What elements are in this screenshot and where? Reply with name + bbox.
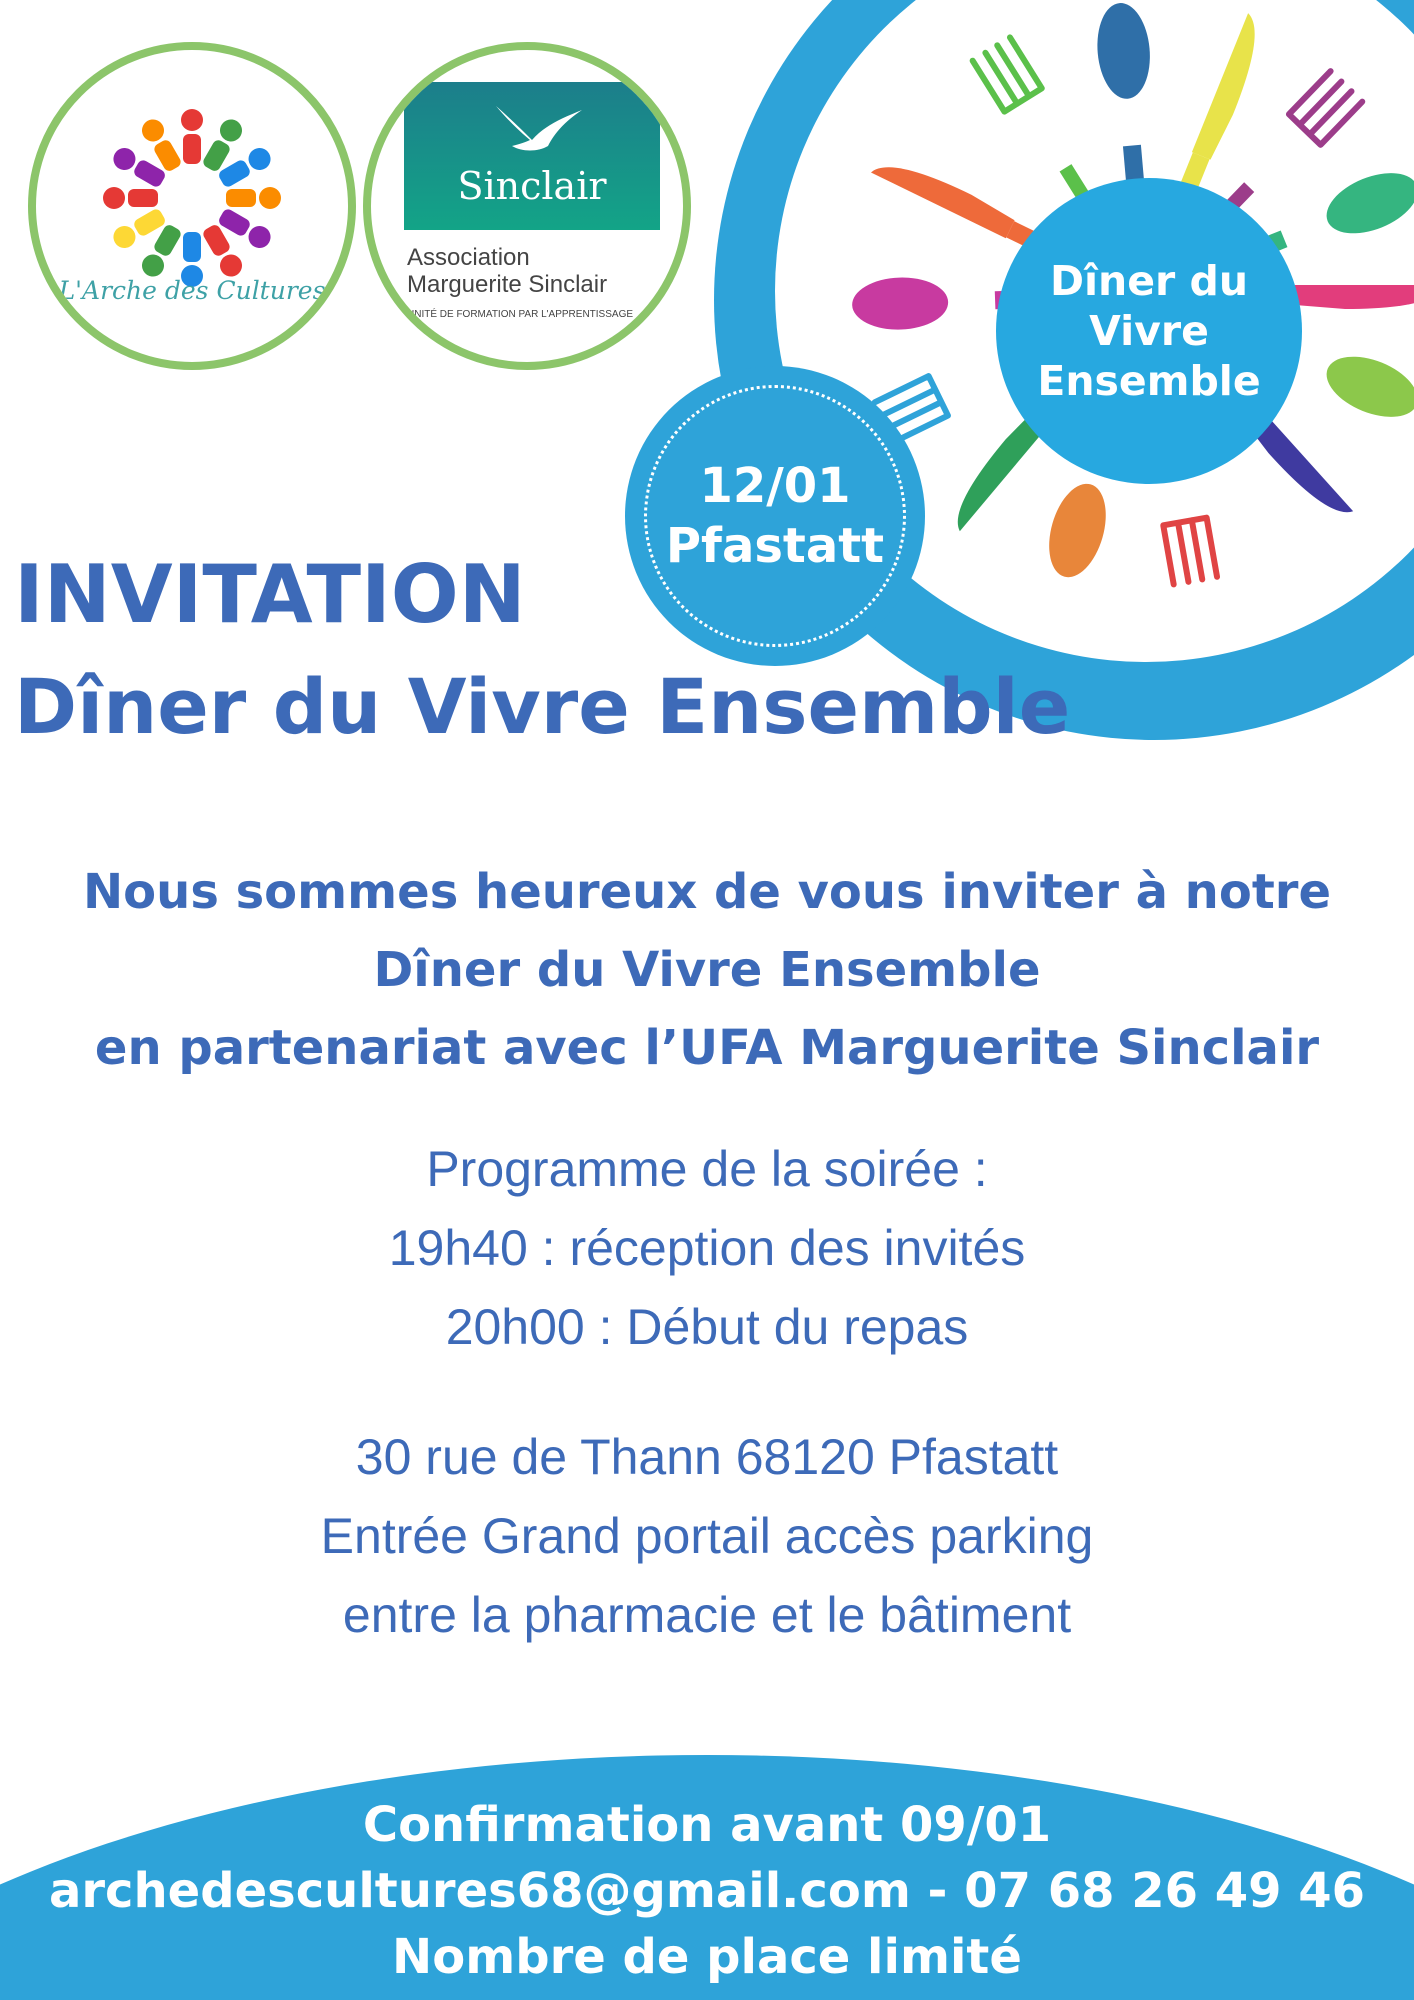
footer-contact — [0, 1792, 1414, 1990]
sinclair-association-name: Marguerite Sinclair — [407, 271, 608, 298]
intro-line: en partenariat avec l’UFA Marguerite Sinclair — [94, 1020, 1320, 1076]
arche-logo-name: L'Arche des Cultures — [58, 276, 326, 305]
plate-center-line: Dîner du — [1049, 257, 1249, 305]
plate-center-line: Ensemble — [1037, 357, 1261, 405]
programme-section — [0, 1130, 1414, 1367]
sinclair-brand: Sinclair — [457, 164, 607, 208]
page-subtitle: Dîner du Vivre Ensemble — [14, 662, 1071, 751]
address-section — [0, 1418, 1414, 1655]
programme-heading: Programme de la soirée : — [426, 1141, 988, 1197]
address-line: Entrée Grand portail accès parking — [320, 1508, 1094, 1564]
sinclair-ufa-subtitle: UNITÉ DE FORMATION PAR L'APPRENTISSAGE — [407, 309, 634, 320]
programme-item: 20h00 : Début du repas — [445, 1299, 969, 1355]
programme-item: 19h40 : réception des invités — [388, 1220, 1026, 1276]
contact-email-phone[interactable]: archedescultures68@gmail.com - 07 68 26 49 46 — [48, 1863, 1366, 1919]
plate-center-line: Vivre — [1089, 307, 1209, 355]
page-title: INVITATION — [14, 548, 526, 641]
intro-line: Nous sommes heureux de vous inviter à notre — [83, 864, 1331, 920]
intro-text — [0, 853, 1414, 1087]
intro-line: Dîner du Vivre Ensemble — [373, 942, 1041, 998]
date-badge — [625, 366, 925, 666]
sinclair-logo — [363, 42, 691, 370]
limited-places-notice: Nombre de place limité — [392, 1929, 1022, 1985]
event-date: 12/01 — [699, 458, 851, 514]
arche-des-cultures-logo — [28, 42, 356, 370]
confirmation-deadline: Confirmation avant 09/01 — [362, 1797, 1052, 1853]
sinclair-association-label: Association — [407, 244, 530, 271]
address-line: 30 rue de Thann 68120 Pfastatt — [355, 1429, 1059, 1485]
plate-center-badge — [996, 178, 1302, 484]
sinclair-association-text — [407, 244, 607, 298]
event-city: Pfastatt — [665, 518, 885, 574]
bird-icon — [404, 88, 660, 168]
sinclair-logo-band — [404, 82, 660, 230]
people-circle-icon — [36, 50, 348, 362]
address-line: entre la pharmacie et le bâtiment — [342, 1587, 1072, 1643]
